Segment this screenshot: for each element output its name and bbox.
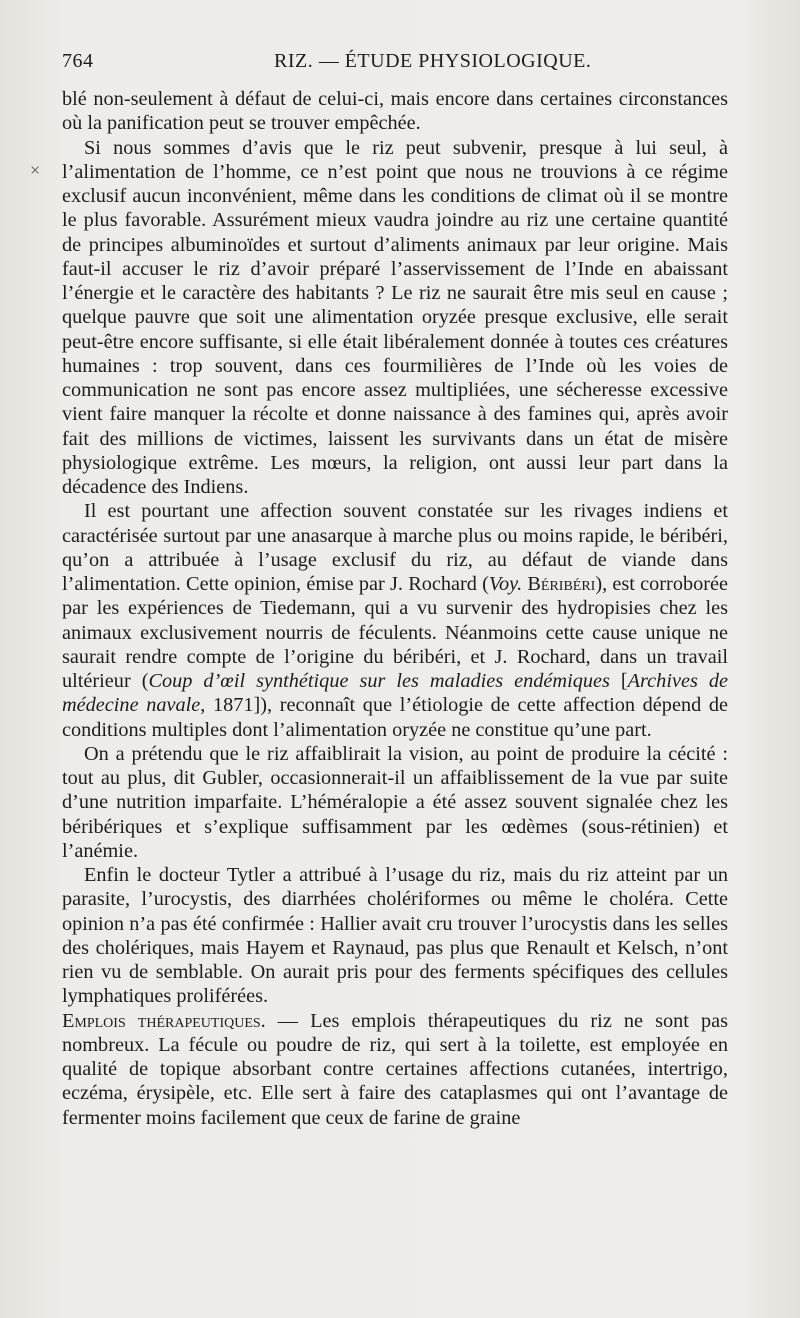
- page-header: [62, 50, 732, 80]
- text-segment: Archives de médecine navale: [62, 670, 728, 717]
- text-segment: blé non-seulement à défaut de celui-ci, mais encore dans certaines circonstances où la panification peut se trouver empêchée.: [62, 88, 728, 135]
- text-segment: Si nous sommes d’avis que le riz peut subvenir, presque à lui seul, à l’alimentation de l’homme, ce n’est point que nous ne trouvions à ce régime exclusif aucun inconvénient, même dans les conditions de climat où il se montre le plus favorable. Assurément mieux vaudra joindre au riz une certaine quantité de principes albuminoïdes et surtout d’aliments animaux par leur origine. Mais faut-il accuser le riz d’avoir préparé l’asservissement de l’Inde en abaissant l’énergie et le caractère des habitants ? Le riz ne saurait être mis seul en cause ; quelque pauvre que soit une alimentation oryzée presque exclusive, elle serait peut-être encore suffisante, si elle était libéralement donnée à toutes ces créatures humaines : trop souvent, dans ces fourmilières de l’Inde où les voies de communication ne sont pas encore assez multipliées, une sécheresse excessive vient faire manquer la récolte et donne naissance à des famines qui, après avoir fait des millions de victimes, laissent les survivants dans un état de misère physiologique extrême. Les mœurs, la religion, ont aussi leur part dans la décadence des Indiens.: [62, 136, 728, 498]
- paragraph-5: [62, 1009, 728, 1130]
- running-title: RIZ. — ÉTUDE PHYSIOLOGIQUE.: [274, 50, 592, 72]
- text-segment: Coup d’œil synthétique sur les maladies endémiques: [148, 670, 610, 692]
- text-segment: , 1871]), reconnaît que l’étiologie de cette affection dépend de conditions multiples dont l’alimentation oryzée ne constitue qu’une part.: [62, 694, 728, 741]
- body-text: [62, 87, 728, 1130]
- paragraph-1: [62, 136, 728, 500]
- text-segment: Enfin le docteur Tytler a attribué à l’usage du riz, mais du riz atteint par un parasite, l’urocystis, des diarrhées cholériformes ou même le choléra. Cette opinion n’a pas été confirmée : Hallier avait cru trouver l’urocystis dans les selles des cholériques, mais Hayem et Raynaud, pas plus que Renault et Kelsch, n’ont rien vu de semblable. On aurait pris pour des ferments spécifiques des cellules lymphatiques proliférées.: [62, 864, 728, 1008]
- paragraph-2: [62, 499, 728, 742]
- text-segment: Béribéri: [527, 573, 596, 595]
- text-segment: ), est corroborée par les expériences de Tiedemann, qui a vu survenir des hydropisies chez les animaux exclusivement nourris de féculents. Néanmoins cette cause unique ne saurait rendre compte de l’origine du béribéri, et J. Rochard, dans un travail ultérieur (: [62, 573, 728, 692]
- paragraph-3: [62, 742, 728, 863]
- text-segment: Voy.: [488, 573, 523, 595]
- paragraph-4: [62, 863, 728, 1009]
- text-segment: — Les emplois thérapeutiques du riz ne sont pas nombreux. La fécule ou poudre de riz, qui sert à la toilette, est employée en qualité de topique absorbant contre certaines affections cutanées, intertrigo, eczéma, érysipèle, etc. Elle sert à faire des cataplasmes qui ont l’avantage de fermenter moins facilement que ceux de farine de graine: [62, 1009, 728, 1129]
- text-segment: Emplois thérapeutiques.: [62, 1009, 266, 1032]
- text-segment: [: [609, 670, 628, 692]
- page-number: 764: [62, 50, 94, 72]
- text-segment: On a prétendu que le riz affaiblirait la vision, au point de produire la cécité : tout au plus, dit Gubler, occasionnerait-il un affaiblissement de la vue par suite d’une nutrition imparfaite. L’héméralopie a été assez souvent signalée chez les béribériques et s’explique suffisamment par les œdèmes (sous-rétinien) et l’anémie.: [62, 742, 728, 862]
- paragraph-0: [62, 87, 728, 136]
- margin-annotation-mark: ×: [30, 160, 41, 180]
- text-segment: Il est pourtant une affection souvent constatée sur les rivages indiens et caractérisée surtout par une anasarque à marche plus ou moins rapide, le béribéri, qu’on a attribuée à l’usage exclusif du riz, au défaut de viande dans l’alimentation. Cette opinion, émise par J. Rochard (: [62, 500, 728, 595]
